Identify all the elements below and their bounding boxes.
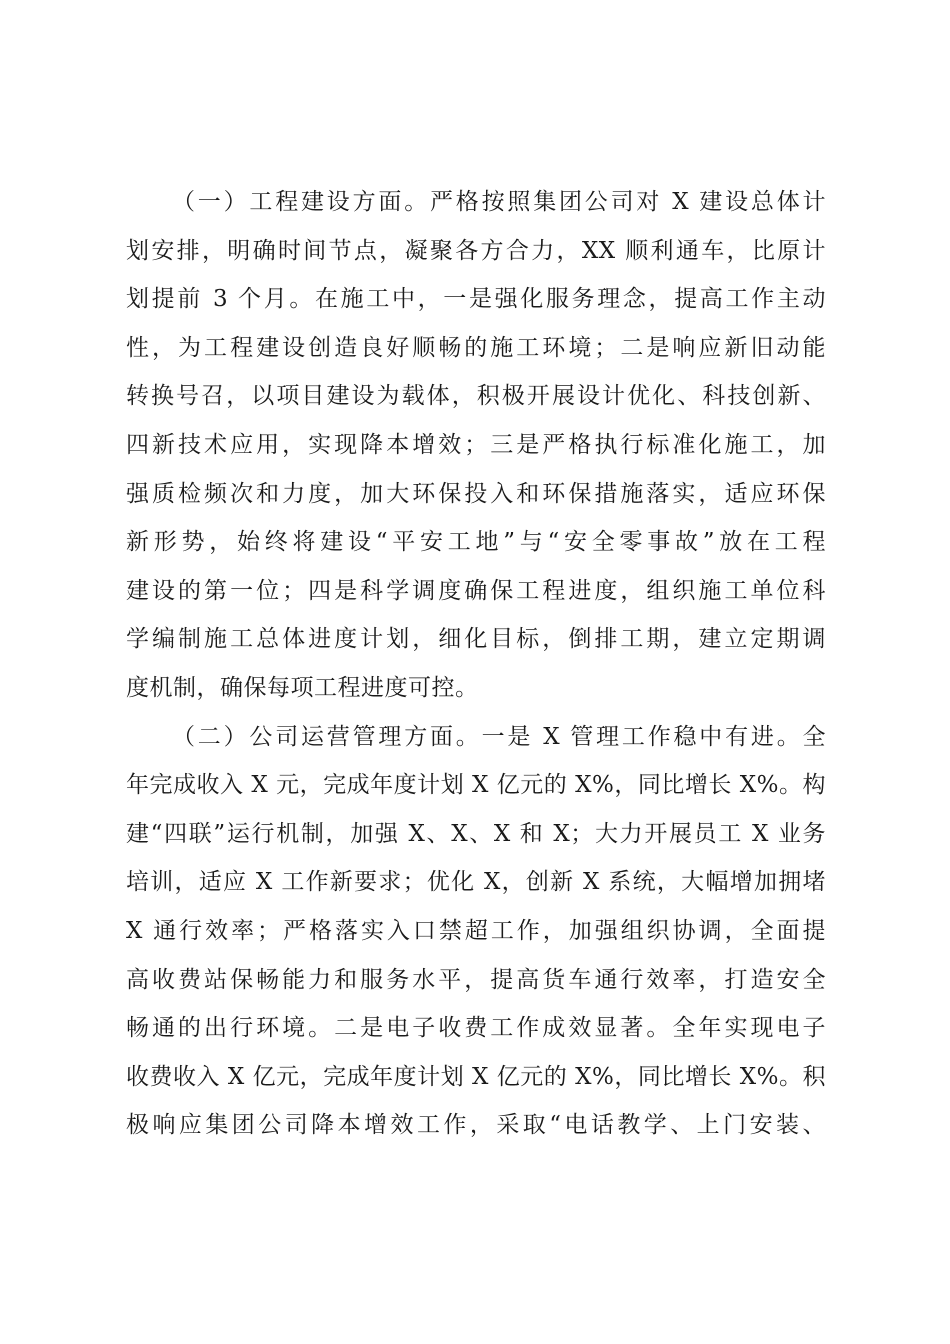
text-line: 极响应集团公司降本增效工作，采取“电话教学、上门安装、	[126, 1112, 826, 1139]
text-line: 度机制，确保每项工程进度可控。	[126, 674, 479, 701]
paragraph-engineering-construction	[126, 178, 826, 713]
text-line: 培训，适应 X 工作新要求；优化 X，创新 X 系统，大幅增加拥堵	[126, 869, 826, 896]
text-line: 畅通的出行环境。二是电子收费工作成效显著。全年实现电子	[126, 1015, 826, 1042]
text-line: 年完成收入 X 元，完成年度计划 X 亿元的 X%，同比增长 X%。构	[126, 772, 826, 799]
paragraph-operations-management	[126, 713, 826, 1150]
text-line: 高收费站保畅能力和服务水平，提高货车通行效率，打造安全	[126, 966, 826, 993]
text-line: 强质检频次和力度，加大环保投入和环保措施落实，适应环保	[126, 480, 826, 507]
text-line: 划安排，明确时间节点，凝聚各方合力，XX 顺利通车，比原计	[126, 237, 826, 264]
document-body	[126, 178, 826, 1150]
text-line: 四新技术应用，实现降本增效；三是严格执行标准化施工，加	[126, 431, 826, 458]
text-line: X 通行效率；严格落实入口禁超工作，加强组织协调，全面提	[126, 917, 826, 944]
text-line: 建设的第一位；四是科学调度确保工程进度，组织施工单位科	[126, 577, 826, 604]
text-line: 收费收入 X 亿元，完成年度计划 X 亿元的 X%，同比增长 X%。积	[126, 1063, 826, 1090]
text-line: 新形势，始终将建设“平安工地”与“安全零事故”放在工程	[126, 529, 826, 556]
text-line: 划提前 3 个月。在施工中，一是强化服务理念，提高工作主动	[126, 286, 826, 313]
text-line: 学编制施工总体进度计划，细化目标，倒排工期，建立定期调	[126, 626, 826, 653]
text-line: （一）工程建设方面。严格按照集团公司对 X 建设总体计	[172, 189, 826, 215]
text-line: 性，为工程建设创造良好顺畅的施工环境；二是响应新旧动能	[126, 334, 826, 361]
text-line: 建“四联”运行机制，加强 X、X、X 和 X；大力开展员工 X 业务	[126, 820, 826, 847]
text-line: 转换号召，以项目建设为载体，积极开展设计优化、科技创新、	[126, 383, 826, 410]
text-line: （二）公司运营管理方面。一是 X 管理工作稳中有进。全	[172, 723, 826, 750]
